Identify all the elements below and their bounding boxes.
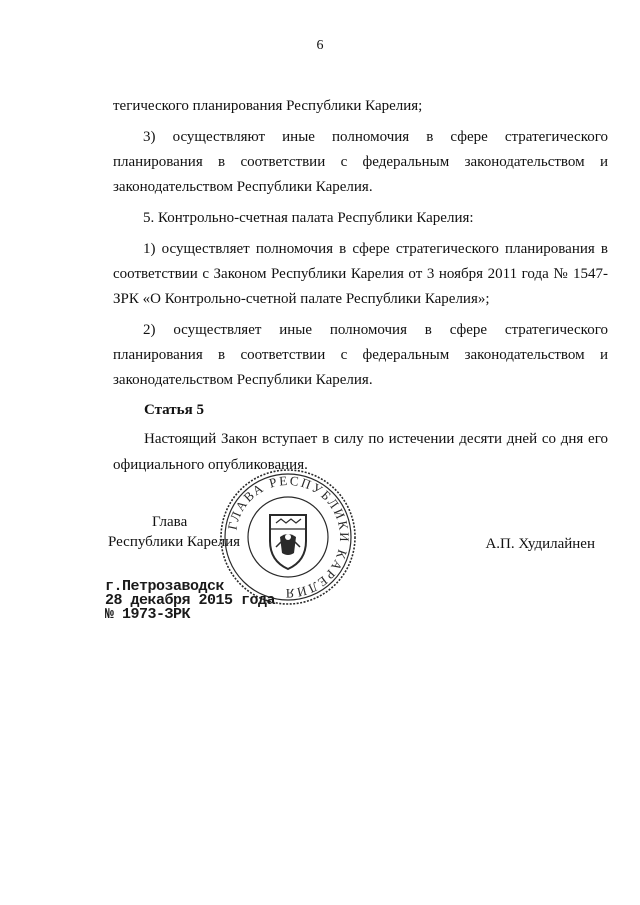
signature-title-line1: Глава xyxy=(152,514,188,530)
article-text: Настоящий Закон вступает в силу по истечении десяти дней со дня его официального опубликования. xyxy=(113,431,608,473)
registration-number: № 1973-ЗРК xyxy=(105,606,191,623)
paragraph-item-3: 3) осуществляют иные полномочия в сфере стратегического планирования в соответствии с федеральным законодательством и законодательством Республики Карелия. xyxy=(113,129,608,195)
registration-city: г.Петрозаводск xyxy=(105,578,225,595)
article-heading: Статья 5 xyxy=(144,402,204,418)
page-number: 6 xyxy=(316,38,324,53)
registration-date: 28 декабря 2015 года xyxy=(105,592,276,609)
document-body xyxy=(113,94,608,399)
seal-text: ГЛАВА РЕСПУБЛИКИ КАРЕЛИЯ xyxy=(224,472,353,602)
registration-block xyxy=(105,580,275,622)
paragraph-item-2: 2) осуществляет иные полномочия в сфере стратегического планирования в соответствии с федеральным законодательством и законодательством Республики Карелия. xyxy=(113,322,608,388)
signatory-name: А.П. Худилайнен xyxy=(485,536,595,552)
coat-of-arms-icon xyxy=(270,515,306,569)
signature-title-line2: Республики Карелия xyxy=(108,534,241,550)
paragraph-continuation: тегического планирования Республики Карелия; xyxy=(113,98,423,114)
paragraph-section-5: 5. Контрольно-счетная палата Республики Карелия: xyxy=(143,210,474,226)
paragraph-item-1: 1) осуществляет полномочия в сфере стратегического планирования в соответствии с Законом Республики Карелия от 3 ноября 2011 года № 1547- ЗРК «О Контрольно-счетной палате Республики Карелия»; xyxy=(113,241,608,307)
